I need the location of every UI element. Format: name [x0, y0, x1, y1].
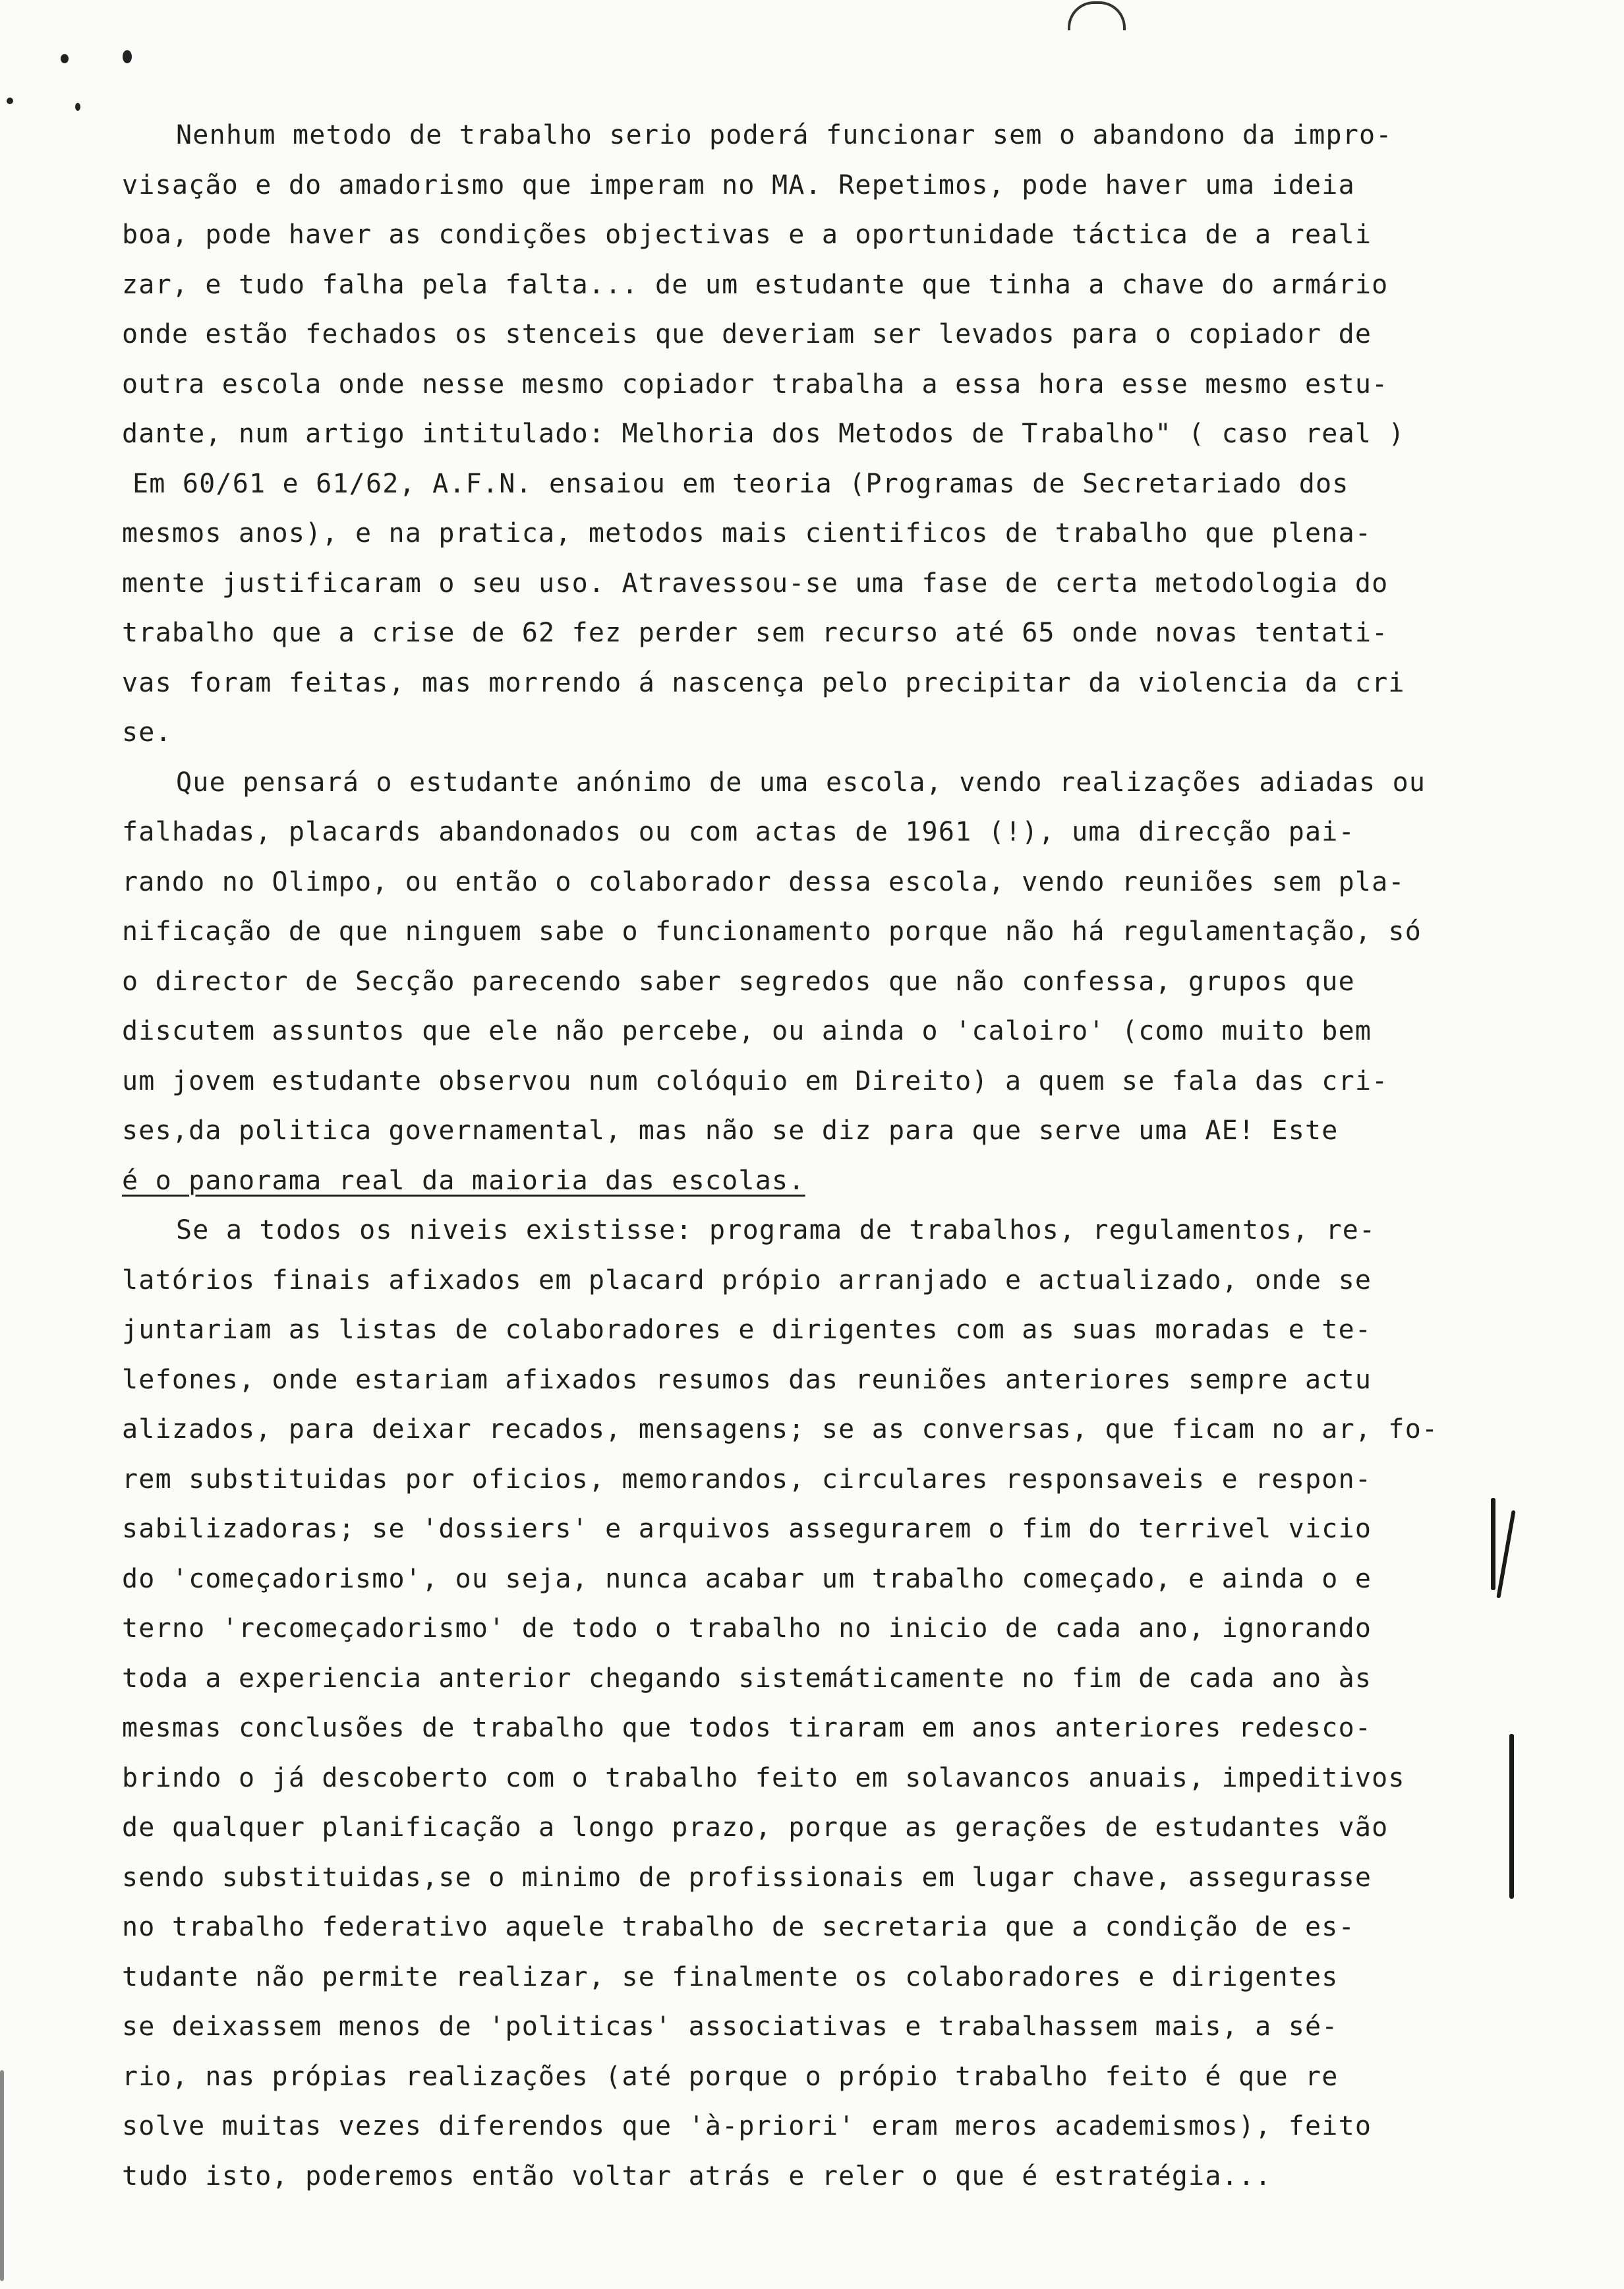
text-line: no trabalho federativo aquele trabalho de secretaria que a condição de es- [122, 1912, 1355, 1942]
text-line: tudante não permite realizar, se finalmente os colaboradores e dirigentes [122, 1961, 1339, 1992]
text-line: Em 60/61 e 61/62, A.F.N. ensaiou em teoria (Programas de Secretariado dos [132, 468, 1349, 499]
text-line: onde estão fechados os stenceis que deveriam ser levados para o copiador de [122, 319, 1372, 349]
typed-text-body [122, 111, 1526, 2201]
speck-mark [61, 54, 69, 63]
underlined-text-line: é o panorama real da maioria das escolas. [122, 1165, 805, 1196]
text-line: dante, num artigo intitulado: Melhoria dos Metodos de Trabalho" ( caso real ) [122, 419, 1405, 449]
text-line: rio, nas própias realizações (até porque o própio trabalho feito é que re [122, 2061, 1339, 2092]
text-line: terno 'recomeçadorismo' de todo o trabalho no inicio de cada ano, ignorando [122, 1613, 1372, 1644]
text-line: Nenhum metodo de trabalho serio poderá funcionar sem o abandono da impro- [176, 120, 1393, 150]
text-line: tudo isto, poderemos então voltar atrás e reler o que é estratégia... [122, 2160, 1272, 2191]
text-line: discutem assuntos que ele não percebe, ou ainda o 'caloiro' (como muito bem [122, 1016, 1372, 1046]
text-line: outra escola onde nesse mesmo copiador trabalha a essa hora esse mesmo estu- [122, 369, 1389, 400]
text-line: Se a todos os niveis existisse: programa de trabalhos, regulamentos, re- [176, 1215, 1376, 1245]
text-line: brindo o já descoberto com o trabalho feito em solavancos anuais, impeditivos [122, 1762, 1405, 1793]
speck-mark [75, 103, 80, 111]
speck-mark [7, 98, 13, 104]
text-line: lefones, onde estariam afixados resumos das reuniões anteriores sempre actu [122, 1364, 1372, 1395]
text-line: de qualquer planificação a longo prazo, porque as gerações de estudantes vão [122, 1812, 1389, 1843]
text-line: se. [122, 717, 172, 748]
text-line: mesmos anos), e na pratica, metodos mais cientificos de trabalho que plena- [122, 518, 1372, 549]
text-line: se deixassem menos de 'politicas' associativas e trabalhassem mais, a sé- [122, 2011, 1339, 2042]
text-line: rem substituidas por oficios, memorandos, circulares responsaveis e respon- [122, 1464, 1372, 1495]
text-line: sabilizadoras; se 'dossiers' e arquivos assegurarem o fim do terrivel vicio [122, 1514, 1372, 1544]
speck-mark [123, 50, 132, 63]
text-line: mente justificaram o seu uso. Atravessou-se uma fase de certa metodologia do [122, 568, 1389, 599]
paragraph-2 [122, 460, 1526, 758]
text-line: alizados, para deixar recados, mensagens; se as conversas, que ficam no ar, fo- [122, 1414, 1439, 1444]
paragraph-1 [122, 111, 1526, 460]
paragraph-3 [122, 758, 1526, 1206]
text-line: o director de Secção parecendo saber segredos que não confessa, grupos que [122, 966, 1355, 997]
text-line: vas foram feitas, mas morrendo á nascença pelo precipitar da violencia da cri [122, 667, 1405, 698]
text-line: zar, e tudo falha pela falta... de um estudante que tinha a chave do armário [122, 269, 1389, 300]
text-line: toda a experiencia anterior chegando sistemáticamente no fim de cada ano às [122, 1663, 1372, 1694]
text-line: nificação de que ninguem sabe o funcionamento porque não há regulamentação, só [122, 916, 1422, 947]
text-line: do 'começadorismo', ou seja, nunca acabar um trabalho começado, e ainda o e [122, 1563, 1372, 1594]
text-line: latórios finais afixados em placard própio arranjado e actualizado, onde se [122, 1264, 1372, 1295]
text-line: um jovem estudante observou num colóquio em Direito) a quem se fala das cri- [122, 1065, 1389, 1096]
text-line: rando no Olimpo, ou então o colaborador dessa escola, vendo reuniões sem pla- [122, 866, 1405, 897]
text-line: Que pensará o estudante anónimo de uma escola, vendo realizações adiadas ou [176, 767, 1426, 798]
top-arc-mark [1068, 1, 1126, 30]
text-line: falhadas, placards abandonados ou com actas de 1961 (!), uma direcção pai- [122, 817, 1355, 847]
paragraph-4 [122, 1206, 1526, 2201]
text-line: visação e do amadorismo que imperam no MA. Repetimos, pode haver uma ideia [122, 169, 1355, 200]
text-line: trabalho que a crise de 62 fez perder sem recurso até 65 onde novas tentati- [122, 618, 1389, 648]
text-line: sendo substituidas,se o minimo de profissionais em lugar chave, assegurasse [122, 1862, 1372, 1893]
text-line: mesmas conclusões de trabalho que todos tiraram em anos anteriores redesco- [122, 1713, 1372, 1743]
text-line: boa, pode haver as condições objectivas e a oportunidade táctica de a reali [122, 220, 1372, 250]
text-line: ses,da politica governamental, mas não se diz para que serve uma AE! Este [122, 1115, 1339, 1146]
text-line: solve muitas vezes diferendos que 'à-priori' eram meros academismos), feito [122, 2111, 1372, 2141]
margin-edge-mark [0, 2070, 4, 2281]
text-line: juntariam as listas de colaboradores e dirigentes com as suas moradas e te- [122, 1315, 1372, 1345]
